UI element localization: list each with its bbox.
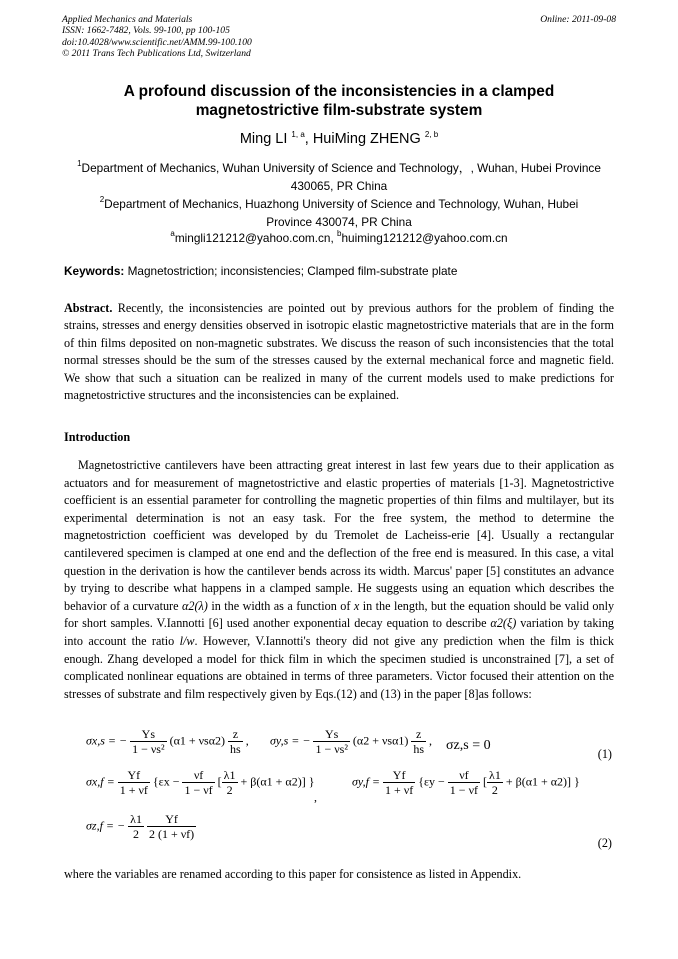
intro-symbol-x: x xyxy=(353,598,360,613)
email-line: $^a$mingli121212@yahoo.com.cn, $^b$huiming121212@yahoo.com.cn xyxy=(170,229,508,245)
closing-sentence: where the variables are renamed according to this paper for consistence as listed in Appendix. xyxy=(64,867,522,881)
eq-frac-h-2: hs xyxy=(413,742,425,756)
eq-frac-nf-2-den: 1 − νf xyxy=(449,783,478,797)
email-a-sup: a xyxy=(170,229,175,238)
eq-frac-z: z xyxy=(228,727,243,742)
eq-frac-lambda-2-den: 2 xyxy=(491,783,498,797)
author-line: Ming LI $^{1, a}$, HuiMing ZHENG $^{2, b}$ xyxy=(239,130,439,147)
eq-frac-z-h xyxy=(228,727,243,756)
eq-frac-nf xyxy=(182,768,214,797)
eq-frac-ys xyxy=(130,727,166,756)
eq-frac-yf-2-den: 1 + νf xyxy=(385,783,414,797)
eq-frac-ys-num: Ys xyxy=(130,727,166,742)
journal-header xyxy=(62,14,252,60)
eq-frac-z-2: z xyxy=(411,727,426,742)
eq-frac-lambda-3-num: λ1 xyxy=(130,812,142,826)
intro-text-3: in the length, but the equation should be valid only for short samples. V.Iannotti [6] used another exponential decay equation to describe xyxy=(64,598,615,631)
keywords xyxy=(64,264,457,278)
eq-frac-lambda-num: λ1 xyxy=(223,768,236,782)
eq-frac-nf-den: 1 − νf xyxy=(184,783,213,797)
intro-symbol-alpha-xi: α2(ξ) xyxy=(490,616,517,631)
keywords-label: Keywords: xyxy=(64,264,125,278)
author-2-sup: 2, b xyxy=(424,130,439,139)
intro-symbol-ratio: l/w xyxy=(179,633,195,648)
equation-sigma-x-f xyxy=(86,768,314,797)
eq-frac-yf-3-num: Yf xyxy=(147,812,196,827)
eq-frac-yf-2 xyxy=(383,768,415,797)
equation-comma-3: , xyxy=(314,790,317,804)
email-a: mingli121212@yahoo.com.cn xyxy=(174,231,331,245)
affiliation-2-sup: 2 xyxy=(99,195,105,204)
eq-sy-f-tail: + β(α1 + α2)] } xyxy=(505,774,580,789)
journal-name: Applied Mechanics and Materials xyxy=(62,14,193,25)
eq-frac-lambda xyxy=(222,768,238,797)
eq-frac-lambda-2 xyxy=(487,768,503,797)
eq-frac-nf-num: νf xyxy=(182,768,214,783)
eq-sy-f-lhs: σy,f = xyxy=(352,774,381,789)
affiliation-1-sup: 1 xyxy=(77,159,82,168)
eq-sx-f-tail: + β(α1 + α2)] } xyxy=(240,774,315,789)
eq-frac-yf-num: Yf xyxy=(118,768,150,783)
email-b: huiming121212@yahoo.com.cn xyxy=(341,231,508,245)
eq-sy-s-mid: (α2 + νsα1) xyxy=(352,733,409,748)
eq-sx-s-mid: (α1 + νsα2) xyxy=(169,733,226,748)
eq-frac-yf-3 xyxy=(147,812,196,841)
intro-text-2: in the width as a function of xyxy=(211,598,351,613)
eq-frac-nf-2-num: νf xyxy=(448,768,480,783)
equation-number-2: (2) xyxy=(597,836,612,850)
eq-frac-lambda-den: 2 xyxy=(226,783,233,797)
eq-frac-lambda-3-den: 2 xyxy=(133,827,140,841)
equation-sigma-z-s: σz,s = 0 xyxy=(446,738,491,753)
eq-frac-nf-2 xyxy=(448,768,480,797)
eq-comma-1: , xyxy=(245,733,249,748)
eq-frac-ys-2-den: 1 − νs² xyxy=(315,742,348,756)
author-2: HuiMing ZHENG xyxy=(312,131,421,147)
eq-sx-s-lhs: σx,s = − xyxy=(86,733,128,748)
intro-text-4: variation by taking into account the ratio xyxy=(64,616,615,648)
keywords-text: Magnetostriction; inconsistencies; Clamped film-substrate plate xyxy=(127,264,458,278)
equation-number-1: (1) xyxy=(597,747,612,761)
affiliation-1 xyxy=(76,155,602,195)
introduction-heading: Introduction xyxy=(64,430,131,444)
eq-frac-lambda-3 xyxy=(128,812,144,841)
eq-frac-ys-den: 1 − νs² xyxy=(132,742,165,756)
issn-line: ISSN: 1662-7482, Vols. 99-100, pp 100-105 xyxy=(62,25,230,37)
eq-frac-yf-den: 1 + νf xyxy=(119,783,148,797)
intro-text-5: . However, V.Iannotti's theory did not give any prediction when the film is thick enough. Zhang developed a model for thick film in which the specimen studied is unconstrained [7], a set of complicated nonlinear equations are obtained in terms of three parameters. Victor focused their attention on the stresses of substrate and film respectively given by Eqs.(12) and (13) in the paper [8]as follows: xyxy=(64,633,614,701)
equation-sigma-x-s xyxy=(86,727,249,756)
eq-frac-z-h-2 xyxy=(411,727,426,756)
eq-frac-yf xyxy=(118,768,150,797)
eq-frac-yf-2-num: Yf xyxy=(383,768,415,783)
eq-sx-f-lhs: σx,f = xyxy=(86,774,115,789)
abstract-label: Abstract. xyxy=(64,301,113,315)
doi-line: doi:10.4028/www.scientific.net/AMM.99-100.100 xyxy=(62,36,252,48)
eq-comma-2: , xyxy=(429,733,433,748)
affiliation-2-text: Department of Mechanics, Huazhong University of Science and Technology, Wuhan, Hubei Province 430074, PR China xyxy=(104,197,579,229)
paper-title: A profound discussion of the inconsistencies in a clamped magnetostrictive film-substrate system xyxy=(123,83,555,119)
eq-sx-f-mid: {εx − xyxy=(152,774,180,789)
abstract xyxy=(64,300,614,404)
affiliation-1-text: Department of Mechanics, Wuhan University of Science and Technology，, Wuhan, Hubei Province 430065, PR China xyxy=(81,161,601,193)
introduction-paragraph xyxy=(64,457,614,703)
intro-symbol-alpha-lambda: α2(λ) xyxy=(181,598,208,613)
equation-sigma-z-f xyxy=(86,812,196,841)
author-1: Ming LI xyxy=(239,131,288,147)
eq-bracket-2: [ xyxy=(483,774,487,789)
eq-frac-yf-3-den: 2 (1 + νf) xyxy=(148,827,195,841)
eq-frac-lambda-2-num: λ1 xyxy=(489,768,501,782)
email-b-sup: b xyxy=(337,229,342,238)
eq-frac-ys-2-num: Ys xyxy=(313,727,349,742)
author-1-sup: 1, a xyxy=(291,130,305,139)
eq-sz-f-lhs: σz,f = − xyxy=(86,818,126,833)
eq-frac-h: hs xyxy=(230,742,241,756)
eq-frac-ys-2 xyxy=(313,727,349,756)
online-date: Online: 2011-09-08 xyxy=(540,14,616,25)
eq-sy-s-lhs: σy,s = − xyxy=(270,733,311,748)
eq-sy-f-mid: {εy − xyxy=(418,774,445,789)
equation-sigma-y-f xyxy=(352,768,580,797)
equation-sigma-y-s xyxy=(270,727,432,756)
copyright-line: © 2011 Trans Tech Publications Ltd, Switzerland xyxy=(62,48,251,60)
eq-bracket-1: [ xyxy=(217,774,222,789)
affiliation-2 xyxy=(76,191,602,231)
intro-text-1: Magnetostrictive cantilevers have been attracting great interest in last few years due to their application as actuators and for measurement of magnetostrictive and elastic properties of materials [1-3]. Magnetostrictive coefficient is an essential parameter for controlling the magnetic properties of thin films and multilayer, but its experimental determination is not an easy task. For the free system, the method to determine the magnetostriction coefficient was developed by du Tremolet de Lacheiss-erie [4]. Usually a rectangular cantilevered specimen is clamped at one end and the deflection of the free end is measured. In this case, a vital question in the derivation is how the cantilever bends across its width. Marcus' paper [5] constitutes an advance by trying to describe what happens in a clamped sample. He suggests using an equation which describes the behavior of a curvature xyxy=(64,458,614,613)
abstract-text: Recently, the inconsistencies are pointed out by previous authors for the problem of finding the strains, stresses and energy densities observed in isotropic elastic magnetostrictive materials that are in the form of thin films deposited on non-magnetic substrates. We discuss the reason of such inconsistencies that the total normal stresses should be the sum of the stresses caused by the external mechanical force and magnetic field. We show that such a situation can be realized in many of the current models used to make predictions for magnetostrictive structures and the inconsistencies can be explained. xyxy=(64,301,614,403)
